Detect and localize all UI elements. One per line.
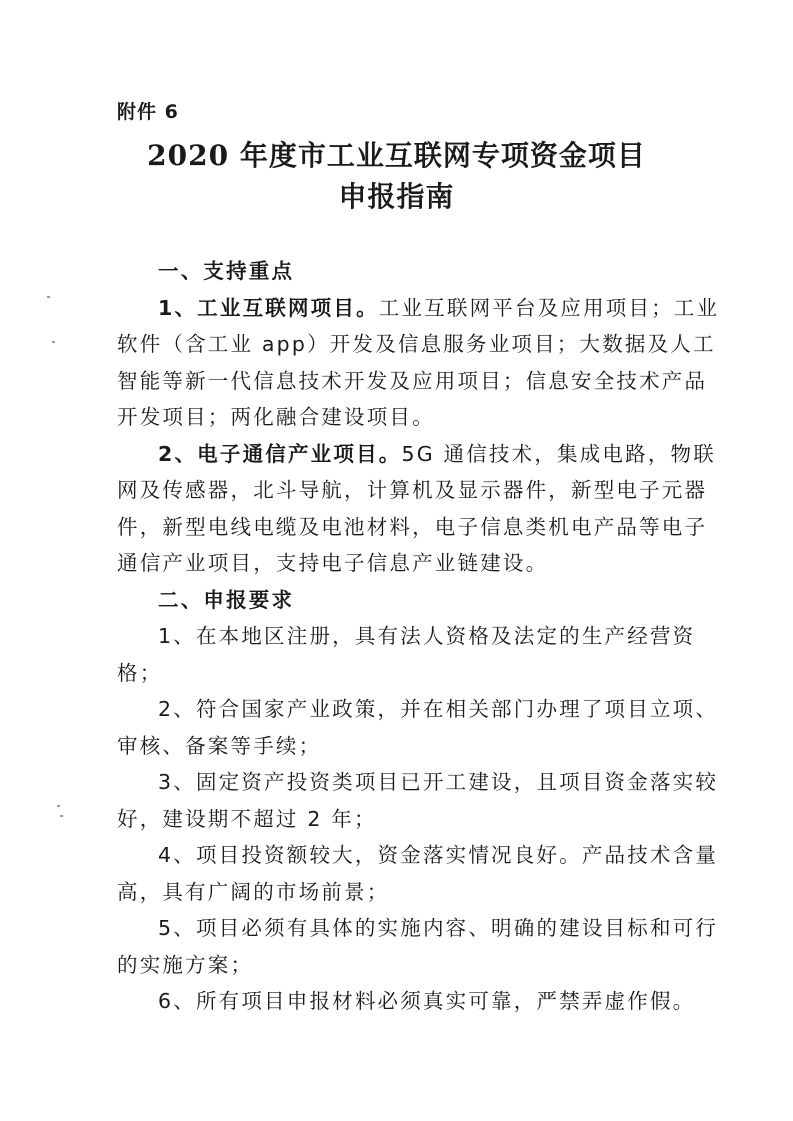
support-item-1-text: 工业互联网平台及应用项目；工业软件（含工业 app）开发及信息服务业项目；大数据及人工智能等新一代信息技术开发及应用项目；信息安全技术产品开发项目；两化融合建设项目。 xyxy=(117,295,720,429)
section-1-heading: 一、支持重点 xyxy=(158,259,295,283)
scan-mark xyxy=(60,815,63,817)
requirement-item: 5、项目必须有具体的实施内容、明确的建设目标和可行的实施方案； xyxy=(117,916,719,977)
scan-mark xyxy=(52,341,55,343)
support-item-1 xyxy=(117,290,727,436)
requirement-item: 6、所有项目申报材料必须真实可靠，严禁弄虚作假。 xyxy=(158,989,696,1013)
section-2-heading: 二、申报要求 xyxy=(158,587,295,612)
section-heading-support xyxy=(117,253,727,290)
scan-mark xyxy=(57,805,60,807)
requirement-item: 1、在本地区注册，具有法人资格及法定的生产经营资格； xyxy=(117,624,696,685)
scan-mark xyxy=(47,296,50,298)
requirement-item: 4、项目投资额较大，资金落实情况良好。产品技术含量高，具有广阔的市场前景； xyxy=(117,843,719,904)
attachment-label: 附件 6 xyxy=(117,101,179,123)
support-item-2-heading: 2、电子通信产业项目。 xyxy=(158,441,402,466)
document-title-line-2: 申报指南 xyxy=(338,180,455,213)
support-item-2-text: 5G 通信技术，集成电路，物联网及传感器，北斗导航，计算机及显示器件，新型电子元器件，新型电线电缆及电池材料，电子信息类机电产品等电子通信产业项目，支持电子信息产业链建设。 xyxy=(117,441,716,575)
document-title-line-1: 2020 年度市工业互联网专项资金项目 xyxy=(147,139,646,172)
requirement-item: 2、符合国家产业政策，并在相关部门办理了项目立项、审核、备案等手续； xyxy=(117,697,719,758)
section-heading-requirements xyxy=(117,582,727,619)
support-item-2 xyxy=(117,436,727,582)
support-item-1-heading: 1、工业互联网项目。 xyxy=(158,295,379,320)
requirement-item: 3、固定资产投资类项目已开工建设，且项目资金落实较好，建设期不超过 2 年； xyxy=(117,770,719,831)
document-body xyxy=(117,253,727,1020)
